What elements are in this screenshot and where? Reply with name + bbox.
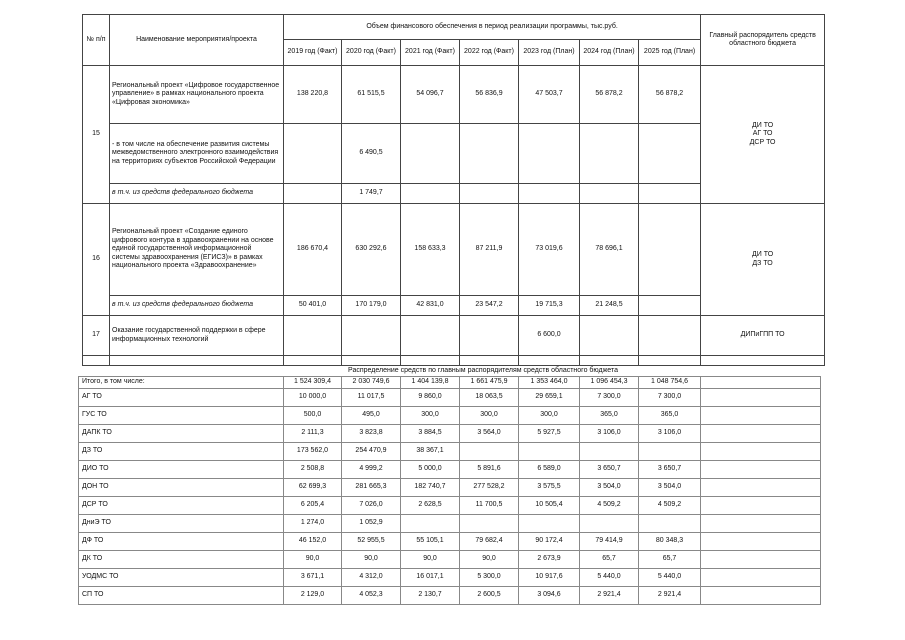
distributor-label: ДЗ ТО <box>79 443 284 461</box>
distribution-value: 4 509,2 <box>580 497 639 515</box>
distributor-label: ГУС ТО <box>79 407 284 425</box>
funding-value <box>580 124 639 184</box>
funding-value: 50 401,0 <box>284 296 342 316</box>
empty-cell <box>110 356 284 366</box>
funding-value: 23 547,2 <box>460 296 519 316</box>
distribution-value: 90,0 <box>284 551 342 569</box>
distribution-value <box>639 515 701 533</box>
empty-cell <box>701 389 821 407</box>
funding-value: 630 292,6 <box>342 204 401 296</box>
project-row <box>83 204 825 296</box>
project-name: в т.ч. из средств федерального бюджета <box>110 296 284 316</box>
funding-value <box>639 204 701 296</box>
distribution-value: 7 026,0 <box>342 497 401 515</box>
distributor-label: Итого, в том числе: <box>79 377 284 389</box>
empty-cell <box>701 377 821 389</box>
empty-cell <box>401 356 460 366</box>
empty-cell <box>701 425 821 443</box>
distribution-value: 1 274,0 <box>284 515 342 533</box>
funding-value: 42 831,0 <box>401 296 460 316</box>
project-name: Региональный проект «Цифровое государственное управление» в рамках национального проекта «Цифровая экономика» <box>110 66 284 124</box>
distribution-value: 65,7 <box>639 551 701 569</box>
distribution-value: 5 927,5 <box>519 425 580 443</box>
funding-value <box>519 124 580 184</box>
empty-cell <box>701 479 821 497</box>
funding-value: 56 878,2 <box>639 66 701 124</box>
distribution-value: 3 650,7 <box>639 461 701 479</box>
empty-cell <box>460 356 519 366</box>
funding-value <box>580 316 639 356</box>
distribution-value: 2 508,8 <box>284 461 342 479</box>
distribution-value: 5 440,0 <box>639 569 701 587</box>
distributor-row <box>79 533 821 551</box>
distribution-value: 2 129,0 <box>284 587 342 605</box>
funding-value: 6 600,0 <box>519 316 580 356</box>
funding-value <box>519 184 580 204</box>
distributor-row <box>79 479 821 497</box>
distribution-value: 11 700,5 <box>460 497 519 515</box>
distribution-value: 2 628,5 <box>401 497 460 515</box>
distribution-value: 500,0 <box>284 407 342 425</box>
distribution-value: 2 130,7 <box>401 587 460 605</box>
distribution-value: 38 367,1 <box>401 443 460 461</box>
distributor-label: СП ТО <box>79 587 284 605</box>
distribution-value: 3 106,0 <box>639 425 701 443</box>
distribution-value: 1 096 454,3 <box>580 377 639 389</box>
distributor-label: УОДМС ТО <box>79 569 284 587</box>
empty-cell <box>701 569 821 587</box>
distributor-row <box>79 551 821 569</box>
distribution-value: 52 955,5 <box>342 533 401 551</box>
document-page <box>82 14 824 605</box>
distribution-value: 300,0 <box>519 407 580 425</box>
funding-value: 54 096,7 <box>401 66 460 124</box>
distributor-row <box>79 497 821 515</box>
distribution-value: 55 105,1 <box>401 533 460 551</box>
header-year-2024: 2024 год (План) <box>580 40 639 66</box>
project-number: 15 <box>83 66 110 204</box>
distribution-value: 4 312,0 <box>342 569 401 587</box>
empty-cell <box>83 356 110 366</box>
funding-value <box>284 184 342 204</box>
header-year-2023: 2023 год (План) <box>519 40 580 66</box>
funding-value <box>460 124 519 184</box>
distributor-label: ДИО ТО <box>79 461 284 479</box>
distribution-value: 62 699,3 <box>284 479 342 497</box>
project-row <box>83 66 825 124</box>
distribution-value <box>519 443 580 461</box>
project-number: 17 <box>83 316 110 356</box>
header-col-num: № п/п <box>83 15 110 66</box>
distribution-value: 2 111,3 <box>284 425 342 443</box>
distribution-value: 90,0 <box>460 551 519 569</box>
distribution-value: 46 152,0 <box>284 533 342 551</box>
empty-cell <box>701 461 821 479</box>
distribution-value: 3 504,0 <box>639 479 701 497</box>
empty-cell <box>701 407 821 425</box>
funding-value: 56 878,2 <box>580 66 639 124</box>
funding-value <box>401 124 460 184</box>
distribution-value: 2 673,9 <box>519 551 580 569</box>
distribution-value: 4 052,3 <box>342 587 401 605</box>
distribution-value <box>519 515 580 533</box>
project-manager: ДИ ТО ДЗ ТО <box>701 204 825 316</box>
distribution-value: 3 564,0 <box>460 425 519 443</box>
project-name: - в том числе на обеспечение развития системы межведомственного электронного взаимодействия на территориях субъектов Российской Федерации <box>110 124 284 184</box>
funding-value <box>401 316 460 356</box>
header-year-2025: 2025 год (План) <box>639 40 701 66</box>
funding-value <box>639 316 701 356</box>
empty-cell <box>284 356 342 366</box>
funding-value <box>284 316 342 356</box>
empty-cell <box>701 515 821 533</box>
funding-value: 138 220,8 <box>284 66 342 124</box>
distribution-value: 5 000,0 <box>401 461 460 479</box>
header-col-funding: Объем финансового обеспечения в период реализации программы, тыс.руб. <box>284 15 701 40</box>
distribution-value: 5 300,0 <box>460 569 519 587</box>
distribution-value: 1 353 464,0 <box>519 377 580 389</box>
empty-cell <box>701 533 821 551</box>
empty-cell <box>580 356 639 366</box>
header-col-manager: Главный распорядитель средств областного бюджета <box>701 15 825 66</box>
funding-value: 158 633,3 <box>401 204 460 296</box>
empty-cell <box>701 551 821 569</box>
funding-value: 87 211,9 <box>460 204 519 296</box>
distribution-value: 65,7 <box>580 551 639 569</box>
distribution-value: 2 921,4 <box>580 587 639 605</box>
project-number: 16 <box>83 204 110 316</box>
distribution-value: 80 348,3 <box>639 533 701 551</box>
funding-value <box>639 124 701 184</box>
distribution-value: 6 205,4 <box>284 497 342 515</box>
distribution-value: 10 917,6 <box>519 569 580 587</box>
program-funding-table <box>82 14 825 366</box>
distribution-value: 7 300,0 <box>580 389 639 407</box>
funding-value: 78 696,1 <box>580 204 639 296</box>
distribution-value: 495,0 <box>342 407 401 425</box>
empty-row <box>83 356 825 366</box>
distribution-value: 300,0 <box>401 407 460 425</box>
empty-cell <box>701 587 821 605</box>
funding-value <box>460 184 519 204</box>
distributor-row <box>79 389 821 407</box>
distributor-row <box>79 461 821 479</box>
funding-value <box>639 184 701 204</box>
distribution-value: 277 528,2 <box>460 479 519 497</box>
distribution-value: 173 562,0 <box>284 443 342 461</box>
header-year-2019: 2019 год (Факт) <box>284 40 342 66</box>
distribution-value: 3 823,8 <box>342 425 401 443</box>
project-name: Оказание государственной поддержки в сфере информационных технологий <box>110 316 284 356</box>
distribution-value: 365,0 <box>580 407 639 425</box>
total-row <box>79 377 821 389</box>
funding-value: 61 515,5 <box>342 66 401 124</box>
distribution-value: 9 860,0 <box>401 389 460 407</box>
header-year-2021: 2021 год (Факт) <box>401 40 460 66</box>
distribution-value <box>460 515 519 533</box>
distributor-label: ДАПК ТО <box>79 425 284 443</box>
distribution-value: 3 504,0 <box>580 479 639 497</box>
empty-cell <box>519 356 580 366</box>
distribution-value: 18 063,5 <box>460 389 519 407</box>
distribution-value: 4 509,2 <box>639 497 701 515</box>
funding-value <box>342 316 401 356</box>
header-year-2020: 2020 год (Факт) <box>342 40 401 66</box>
distribution-value: 2 030 749,6 <box>342 377 401 389</box>
project-manager: ДИ ТО АГ ТО ДСР ТО <box>701 66 825 204</box>
distributor-label: ДФ ТО <box>79 533 284 551</box>
distributor-row <box>79 569 821 587</box>
distribution-value: 3 650,7 <box>580 461 639 479</box>
funding-value: 1 749,7 <box>342 184 401 204</box>
distributor-row <box>79 515 821 533</box>
distribution-value: 79 414,9 <box>580 533 639 551</box>
distribution-value <box>580 515 639 533</box>
distribution-table <box>78 376 821 605</box>
empty-cell <box>701 443 821 461</box>
distribution-title: Распределение средств по главным распорядителям средств областного бюджета <box>348 367 618 374</box>
funding-value <box>639 296 701 316</box>
distribution-value: 1 404 139,8 <box>401 377 460 389</box>
distribution-value: 6 589,0 <box>519 461 580 479</box>
funding-value: 21 248,5 <box>580 296 639 316</box>
distribution-value: 5 440,0 <box>580 569 639 587</box>
distributor-row <box>79 425 821 443</box>
distributor-label: ДК ТО <box>79 551 284 569</box>
distribution-value: 3 884,5 <box>401 425 460 443</box>
distribution-value <box>580 443 639 461</box>
funding-value: 47 503,7 <box>519 66 580 124</box>
funding-value <box>284 124 342 184</box>
project-manager: ДИПиГПП ТО <box>701 316 825 356</box>
distribution-value: 281 665,3 <box>342 479 401 497</box>
distribution-value: 3 671,1 <box>284 569 342 587</box>
empty-cell <box>701 356 825 366</box>
header-col-name: Наименование мероприятия/проекта <box>110 15 284 66</box>
funding-value: 170 179,0 <box>342 296 401 316</box>
distribution-value: 365,0 <box>639 407 701 425</box>
project-name: Региональный проект «Создание единого цифрового контура в здравоохранении на основе единой государственной информационной системы здравоохранения (ЕГИСЗ)» в рамках национального проекта «Здравоохранение» <box>110 204 284 296</box>
distribution-value: 3 106,0 <box>580 425 639 443</box>
empty-cell <box>701 497 821 515</box>
distribution-value: 90 172,4 <box>519 533 580 551</box>
distribution-value: 10 505,4 <box>519 497 580 515</box>
funding-value <box>580 184 639 204</box>
distribution-value: 1 661 475,9 <box>460 377 519 389</box>
distributor-row <box>79 443 821 461</box>
funding-value <box>460 316 519 356</box>
distribution-value <box>639 443 701 461</box>
funding-value: 6 490,5 <box>342 124 401 184</box>
distribution-value: 90,0 <box>401 551 460 569</box>
distribution-value: 29 659,1 <box>519 389 580 407</box>
distribution-value: 16 017,1 <box>401 569 460 587</box>
distribution-value: 2 921,4 <box>639 587 701 605</box>
distribution-value: 2 600,5 <box>460 587 519 605</box>
distribution-value: 5 891,6 <box>460 461 519 479</box>
project-name: в т.ч. из средств федерального бюджета <box>110 184 284 204</box>
project-row <box>83 316 825 356</box>
header-year-2022: 2022 год (Факт) <box>460 40 519 66</box>
distribution-value: 7 300,0 <box>639 389 701 407</box>
distribution-value: 1 052,9 <box>342 515 401 533</box>
distributor-label: ДСР ТО <box>79 497 284 515</box>
distributor-label: ДниЭ ТО <box>79 515 284 533</box>
funding-value: 19 715,3 <box>519 296 580 316</box>
distributor-label: АГ ТО <box>79 389 284 407</box>
funding-value <box>401 184 460 204</box>
distribution-value: 182 740,7 <box>401 479 460 497</box>
distribution-value <box>460 443 519 461</box>
funding-value: 186 670,4 <box>284 204 342 296</box>
empty-cell <box>342 356 401 366</box>
distribution-value: 79 682,4 <box>460 533 519 551</box>
distribution-value: 254 470,9 <box>342 443 401 461</box>
funding-value: 56 836,9 <box>460 66 519 124</box>
distribution-value: 90,0 <box>342 551 401 569</box>
distribution-value: 300,0 <box>460 407 519 425</box>
distributor-label: ДОН ТО <box>79 479 284 497</box>
distribution-value: 11 017,5 <box>342 389 401 407</box>
distribution-value <box>401 515 460 533</box>
distribution-value: 3 094,6 <box>519 587 580 605</box>
distributor-row <box>79 407 821 425</box>
distribution-value: 4 999,2 <box>342 461 401 479</box>
funding-value: 73 019,6 <box>519 204 580 296</box>
distributor-row <box>79 587 821 605</box>
distribution-value: 1 524 309,4 <box>284 377 342 389</box>
distribution-value: 3 575,5 <box>519 479 580 497</box>
distribution-value: 10 000,0 <box>284 389 342 407</box>
distribution-value: 1 048 754,6 <box>639 377 701 389</box>
empty-cell <box>639 356 701 366</box>
